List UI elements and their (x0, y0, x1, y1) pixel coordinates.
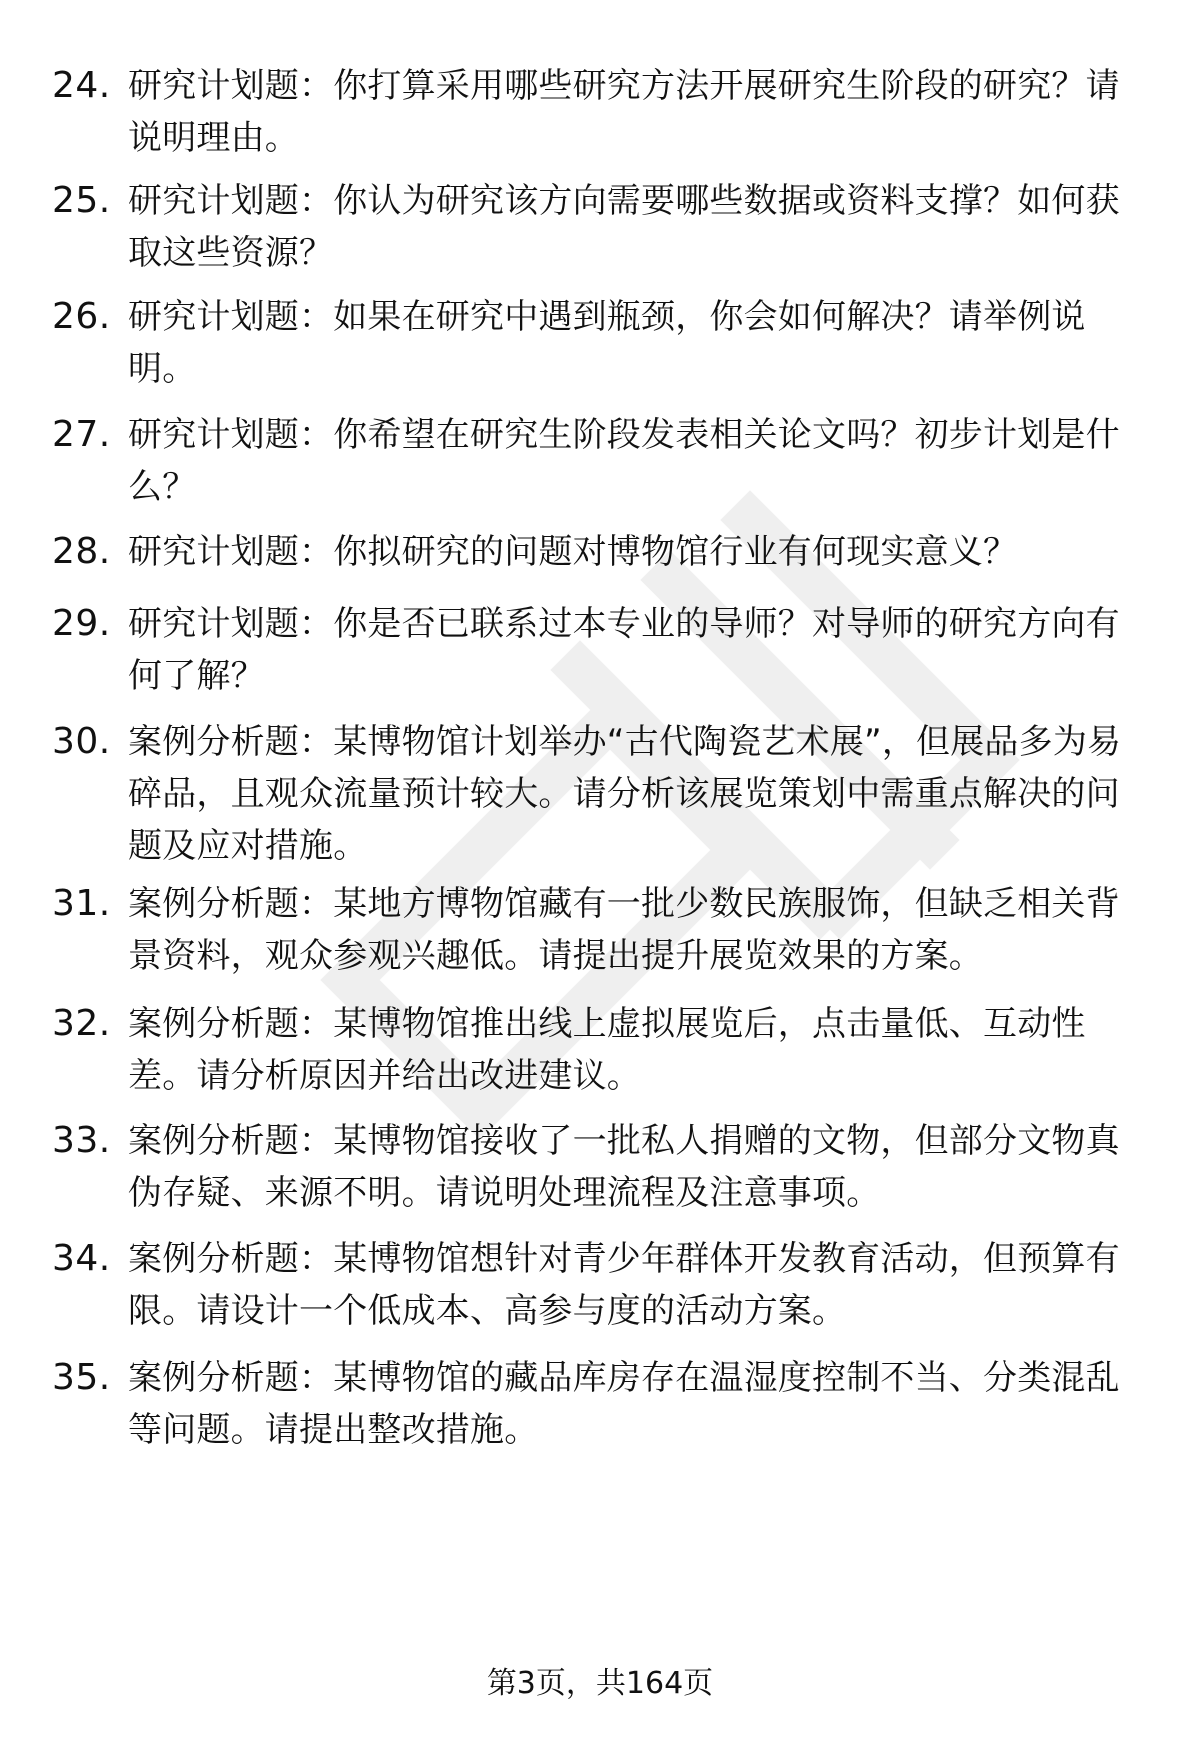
list-item (52, 1115, 1152, 1219)
question-number: 34. (52, 1238, 111, 1279)
page-footer: 第3页，共164页 (486, 1666, 714, 1701)
question-number: 24. (52, 65, 111, 106)
question-text: 研究计划题：你拟研究的问题对博物馆行业有何现实意义？ (128, 532, 1018, 572)
question-number: 31. (52, 883, 111, 924)
question-text: 案例分析题：某博物馆接收了一批私人捐赠的文物，但部分文物真伪存疑、来源不明。请说明处理流程及注意事项。 (128, 1121, 1120, 1213)
question-text: 研究计划题：你是否已联系过本专业的导师？对导师的研究方向有何了解？ (128, 604, 1120, 696)
question-text: 研究计划题：你打算采用哪些研究方法开展研究生阶段的研究？请说明理由。 (128, 66, 1120, 158)
question-number: 32. (52, 1003, 111, 1044)
list-item (52, 878, 1152, 982)
question-text: 案例分析题：某博物馆的藏品库房存在温湿度控制不当、分类混乱等问题。请提出整改措施。 (128, 1358, 1120, 1450)
list-item (52, 598, 1152, 702)
question-number: 26. (52, 296, 111, 337)
question-number: 33. (52, 1120, 111, 1161)
question-number: 28. (52, 531, 111, 572)
list-item (52, 409, 1152, 513)
question-text: 研究计划题：你希望在研究生阶段发表相关论文吗？初步计划是什么？ (128, 415, 1120, 507)
question-number: 35. (52, 1357, 111, 1398)
question-number: 30. (52, 721, 111, 762)
question-number: 29. (52, 603, 111, 644)
question-text: 研究计划题：你认为研究该方向需要哪些数据或资料支撑？如何获取这些资源？ (128, 181, 1120, 273)
list-item (52, 716, 1152, 872)
list-item (52, 60, 1152, 164)
list-item (52, 1233, 1152, 1337)
list-item (52, 175, 1152, 279)
list-item (52, 998, 1152, 1102)
question-text: 案例分析题：某博物馆推出线上虚拟展览后，点击量低、互动性差。请分析原因并给出改进建议。 (128, 1004, 1086, 1096)
question-text: 案例分析题：某地方博物馆藏有一批少数民族服饰，但缺乏相关背景资料，观众参观兴趣低。请提出提升展览效果的方案。 (128, 884, 1120, 976)
question-number: 25. (52, 180, 111, 221)
list-item (52, 1352, 1152, 1456)
question-text: 研究计划题：如果在研究中遇到瓶颈，你会如何解决？请举例说明。 (128, 297, 1086, 389)
question-number: 27. (52, 414, 111, 455)
question-text: 案例分析题：某博物馆计划举办“古代陶瓷艺术展”，但展品多为易碎品，且观众流量预计较大。请分析该展览策划中需重点解决的问题及应对措施。 (128, 722, 1122, 866)
list-item (52, 291, 1152, 395)
list-item (52, 526, 1152, 578)
question-text: 案例分析题：某博物馆想针对青少年群体开发教育活动，但预算有限。请设计一个低成本、高参与度的活动方案。 (128, 1239, 1120, 1331)
